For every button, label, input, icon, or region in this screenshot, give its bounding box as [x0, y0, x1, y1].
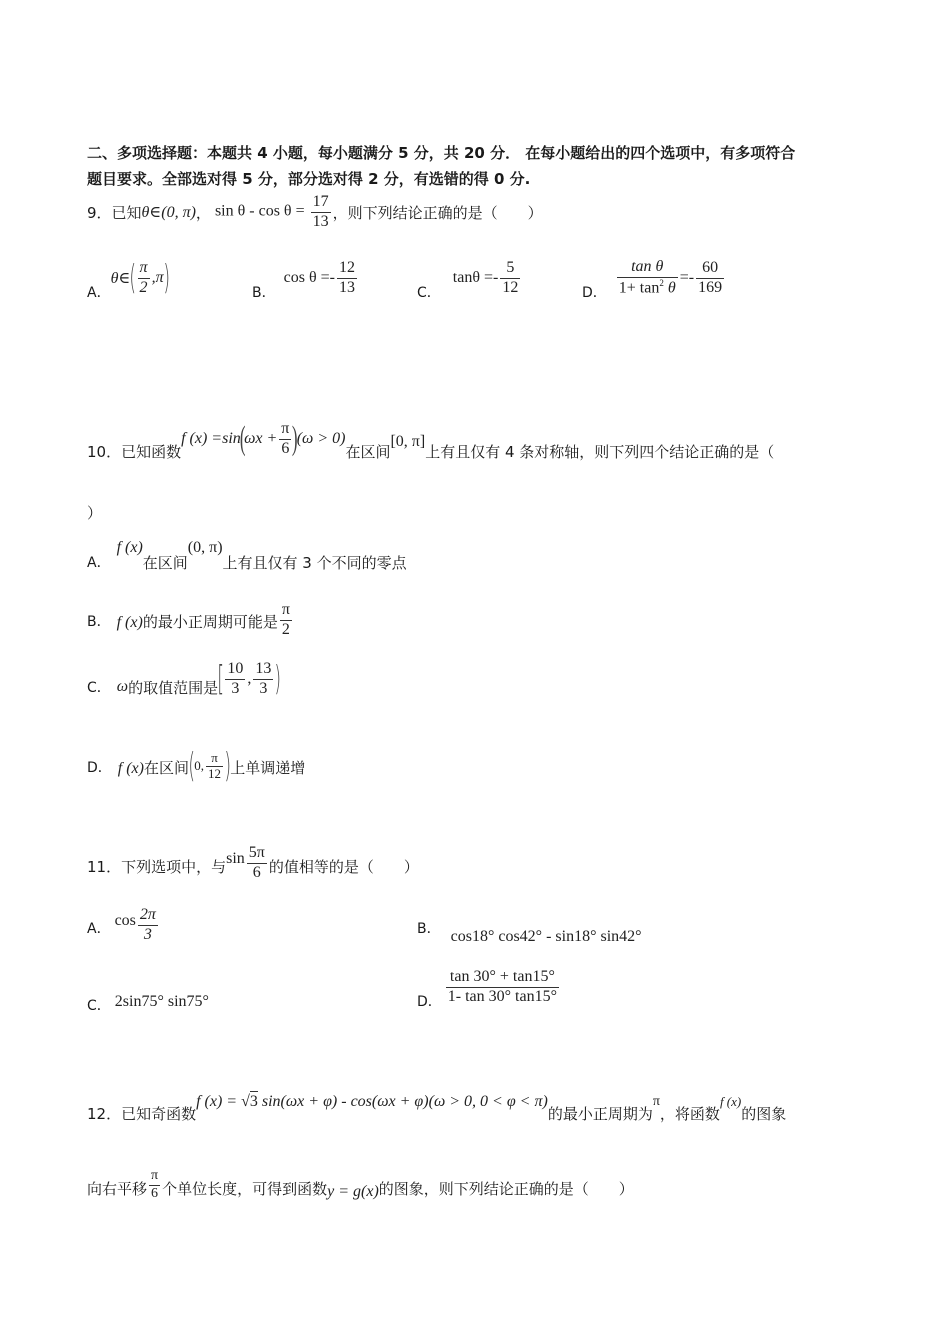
q9-b-fraction [337, 259, 357, 297]
q10-function [181, 420, 345, 458]
q10-c-comma: , [247, 670, 252, 687]
question-12-line2 [87, 1162, 634, 1208]
left-paren: ( [188, 746, 195, 786]
q10-stem-tail: 上有且仅有 4 条对称轴，则下列四个结论正确的是（ [425, 442, 775, 461]
option-label: B． [87, 614, 111, 630]
section-heading-line2: 题目要求。全部选对得 5 分，部分选对得 2 分，有选错的得 0 分. [87, 170, 531, 188]
q12-mid-text-2: ，将函数 [659, 1104, 720, 1123]
q9-number: 9．已知 [87, 203, 142, 222]
option-label: C． [417, 285, 441, 301]
q9-a-prefix: θ∈ [110, 270, 131, 287]
q9-d-fraction [617, 258, 678, 297]
question-9-stem [87, 190, 543, 234]
left-bracket: ( [129, 258, 137, 298]
q12-sqrt-value: 3 [249, 1093, 258, 1110]
q10-func-num: π [279, 420, 291, 439]
q10-d-fraction [206, 751, 223, 782]
q10-c-mid: 的取值范围是 [128, 678, 219, 697]
option-label: D． [87, 760, 112, 776]
q9-c-prefix: tanθ =- [452, 269, 499, 286]
q9-d-rhs-den: 169 [698, 278, 723, 296]
q10-func-fraction [279, 420, 291, 458]
q10-option-d[interactable] [87, 744, 305, 788]
q9-d-den [617, 278, 678, 298]
option-label: D． [417, 994, 442, 1010]
q9-comma: ， [195, 203, 211, 222]
left-bracket: [ [217, 659, 225, 699]
q10-a-mid: 在区间 [142, 553, 188, 572]
option-label: A． [87, 921, 111, 937]
q10-func-den: 6 [281, 439, 290, 457]
q11-c-expression: 2sin75° sin75° [114, 993, 209, 1010]
q12-func-body: sin(ωx + φ) - cos(ωx + φ)(ω > 0, 0 < φ < π) [261, 1093, 548, 1110]
q11-d-fraction [446, 968, 559, 1006]
option-label: B． [252, 285, 276, 301]
left-paren: ( [239, 420, 246, 457]
right-bracket: ) [162, 258, 170, 298]
q11-option-c[interactable] [87, 988, 209, 1016]
q12-mid-text: 的最小正周期为 [547, 1104, 653, 1123]
q10-c-den-2: 3 [259, 679, 268, 697]
q9-option-d[interactable] [582, 254, 726, 302]
q10-interval-value: 0, π [395, 433, 420, 450]
q10-d-zero: 0, [194, 758, 205, 773]
q9-fraction-den: 13 [312, 212, 329, 230]
q9-a-num: π [138, 259, 150, 278]
q10-b-mid: 的最小正周期可能是 [142, 612, 278, 631]
option-label: C． [87, 680, 111, 696]
q10-func-condition: (ω > 0) [296, 430, 346, 447]
q11-a-fraction [138, 906, 158, 944]
q9-a-den: 2 [139, 278, 148, 296]
section-heading-line1: 二、多项选择题：本题共 4 小题，每小题满分 5 分，共 20 分． 在每小题给出的四个选项中，有多项符合 [87, 144, 796, 162]
q10-option-a[interactable] [87, 536, 407, 572]
q12-number: 12．已知奇函数 [87, 1104, 197, 1123]
q9-stem-tail: ，则下列结论正确的是（ ） [332, 203, 543, 222]
q11-a-den: 3 [143, 925, 152, 943]
q9-d-equals: =- [679, 269, 695, 286]
q9-c-fraction [500, 259, 520, 297]
q12-line2-tail: 的图象，则下列结论正确的是（ ） [378, 1179, 634, 1198]
q11-option-b[interactable] [417, 918, 642, 948]
q9-option-a[interactable] [87, 254, 169, 302]
q12-line2-mid: 个单位长度，可得到函数 [162, 1179, 328, 1198]
q12-gx: y = g(x) [327, 1183, 379, 1200]
q11-b-expression: cos18° cos42° - sin18° sin42° [450, 928, 642, 945]
q10-c-num-1: 10 [225, 660, 245, 679]
q10-d-tail: 上单调递增 [230, 758, 306, 777]
q11-den: 6 [252, 863, 261, 881]
q11-option-d[interactable] [417, 962, 561, 1012]
q10-func-inner: ωx + [244, 430, 278, 447]
question-11-stem [87, 840, 419, 886]
q11-stem-tail: 的值相等的是（ ） [268, 857, 419, 876]
q12-tail-text: 的图象 [741, 1104, 787, 1123]
q9-d-den-sup: 2 [659, 277, 664, 288]
q10-c-fraction-1 [225, 660, 245, 698]
q10-stem-close: ） [87, 504, 103, 522]
q11-option-a[interactable] [87, 902, 160, 948]
q11-d-num: tan 30° + tan15° [446, 968, 559, 987]
q9-a-tail: ,π [151, 269, 164, 286]
question-10-stem [87, 420, 774, 472]
q9-fraction [311, 193, 331, 231]
q11-a-cos: cos [114, 912, 136, 929]
q9-expression-lhs: sin θ - cos θ = [214, 202, 305, 220]
q10-interval: [0, π] [390, 433, 426, 450]
q10-b-num: π [280, 601, 292, 620]
q10-b-fraction [280, 601, 292, 639]
q9-d-rhs-num: 60 [696, 259, 724, 278]
q12-function [196, 1093, 548, 1111]
q12-den: 6 [151, 1185, 159, 1201]
q12-num: π [149, 1168, 160, 1185]
q9-d-num: tan θ [617, 258, 678, 277]
q10-a-tail: 上有且仅有 3 个不同的零点 [222, 553, 407, 572]
q9-option-c[interactable] [417, 254, 522, 302]
q9-option-b[interactable] [252, 254, 359, 302]
q9-condition: θ∈(0, π) [141, 204, 196, 221]
q10-func-prefix: f (x) =sin [181, 430, 241, 447]
q9-expression [215, 193, 333, 231]
q10-c-fraction-2 [253, 660, 273, 698]
q10-option-c[interactable] [87, 656, 281, 702]
option-label: B． [417, 921, 441, 937]
sqrt-icon: √ [241, 1093, 250, 1110]
q9-b-den: 13 [338, 278, 355, 296]
q9-d-den-pre: 1+ tan [618, 279, 660, 297]
q10-d-mid: 在区间 [143, 758, 189, 777]
q10-c-num-2: 13 [253, 660, 273, 679]
q10-a-interval: (0, π) [187, 539, 223, 556]
right-paren: ) [274, 659, 282, 699]
q11-number: 11．下列选项中，与 [87, 857, 227, 876]
q12-line2-prefix: 向右平移 [87, 1179, 148, 1198]
question-12-stem [87, 1088, 786, 1128]
q11-num: 5π [247, 844, 267, 863]
q9-c-den: 12 [502, 278, 519, 296]
q10-mid-text: 在区间 [345, 442, 391, 461]
q9-a-fraction [138, 259, 150, 297]
q11-fraction [247, 844, 267, 882]
q10-d-den: 12 [208, 765, 222, 781]
q12-fraction [149, 1168, 160, 1201]
q10-b-fx: f (x) [116, 614, 143, 631]
q10-c-omega: ω [116, 678, 129, 695]
q11-a-num: 2π [138, 906, 158, 925]
section-heading [87, 140, 795, 192]
q10-b-den: 2 [281, 620, 290, 638]
q9-d-den-post: θ [663, 279, 676, 297]
q12-func-prefix: f (x) = [196, 1093, 238, 1110]
option-label: D． [582, 285, 607, 301]
right-paren: ) [224, 746, 231, 786]
right-paren: ) [292, 420, 298, 457]
q9-d-rhs-fraction [696, 259, 724, 297]
q10-c-den-1: 3 [231, 679, 240, 697]
option-label: C． [87, 998, 111, 1014]
q11-sin: sin [226, 850, 245, 867]
q10-d-fx: f (x) [117, 760, 144, 777]
option-label: A． [87, 285, 111, 301]
q9-fraction-num: 17 [311, 193, 331, 212]
q10-a-fx: f (x) [116, 539, 143, 556]
q9-b-num: 12 [337, 259, 357, 278]
q11-d-den: 1- tan 30° tan15° [447, 987, 557, 1005]
q12-pi: π [652, 1094, 660, 1109]
q9-b-prefix: cos θ =- [283, 269, 335, 286]
q10-option-b[interactable] [87, 598, 294, 642]
option-label: A． [87, 555, 111, 571]
q9-c-num: 5 [500, 259, 520, 278]
q10-number: 10．已知函数 [87, 442, 182, 461]
q12-fx: f (x) [719, 1094, 742, 1109]
q10-d-num: π [206, 751, 223, 767]
